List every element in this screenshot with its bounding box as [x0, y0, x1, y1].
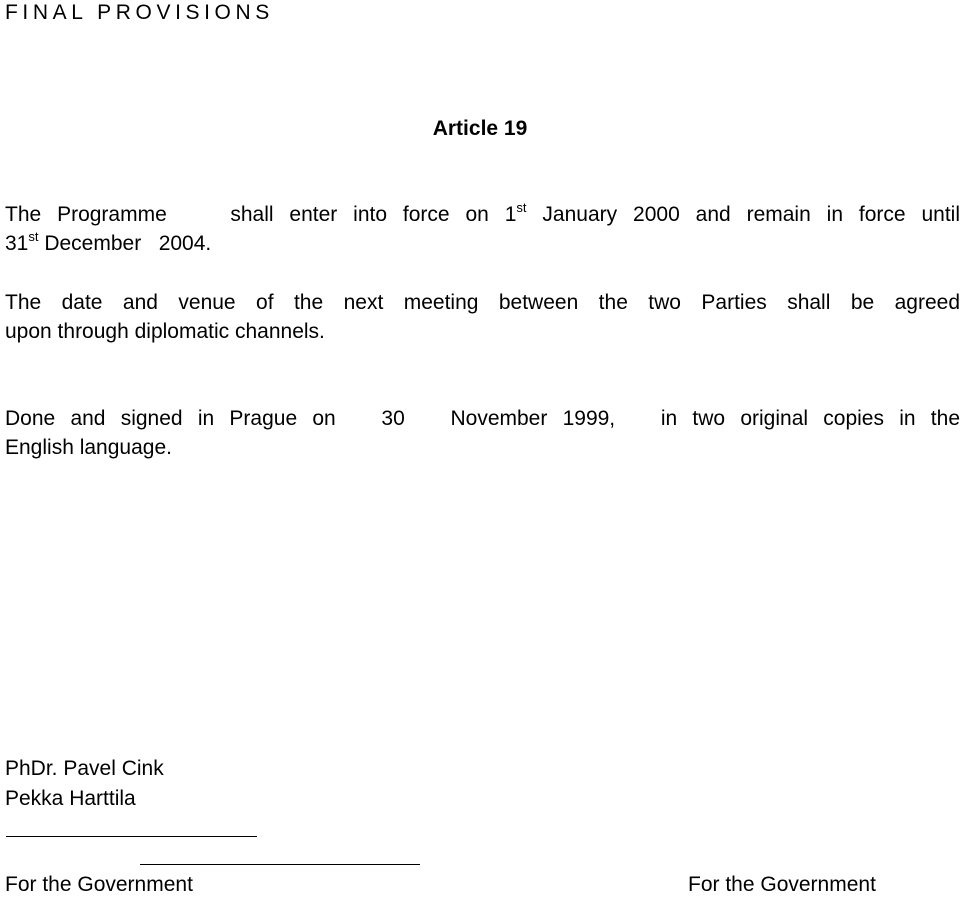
section-title	[5, 0, 274, 26]
ordinal-suffix: st	[28, 229, 39, 244]
ordinal-suffix: st	[516, 200, 527, 215]
paragraph-line: The date and venue of the next meeting between the two Parties shall be agreed	[5, 291, 960, 314]
section-title-text: FINAL PROVISIONS	[5, 1, 274, 24]
paragraph-entry-into-force	[5, 200, 960, 258]
signatory-name-1: PhDr. Pavel Cink	[5, 757, 164, 780]
paragraph-text: The Programme shall enter into force on 1	[5, 203, 517, 226]
paragraph-text: January 2000 and remain in force until	[526, 203, 960, 226]
left-party-label: For the Government	[5, 873, 193, 896]
paragraph-line	[5, 229, 960, 258]
paragraph-line	[5, 200, 960, 229]
article-title-text: Article 19	[432, 117, 528, 140]
signature-line-middle	[140, 864, 420, 865]
paragraph-next-meeting	[5, 288, 960, 346]
signatory-name-2: Pekka Harttila	[5, 787, 136, 810]
paragraph-text: 31	[5, 232, 29, 255]
paragraph-text: December 2004.	[38, 232, 212, 255]
signature-line-left	[6, 836, 257, 837]
paragraph-done-and-signed	[5, 404, 960, 462]
paragraph-line: Done and signed in Prague on 30 November 1999, in two original copies in the	[5, 407, 960, 430]
article-title	[0, 116, 960, 142]
right-party-label: For the Government	[688, 873, 876, 896]
paragraph-line: English language.	[5, 436, 172, 459]
paragraph-line: upon through diplomatic channels.	[5, 320, 325, 343]
